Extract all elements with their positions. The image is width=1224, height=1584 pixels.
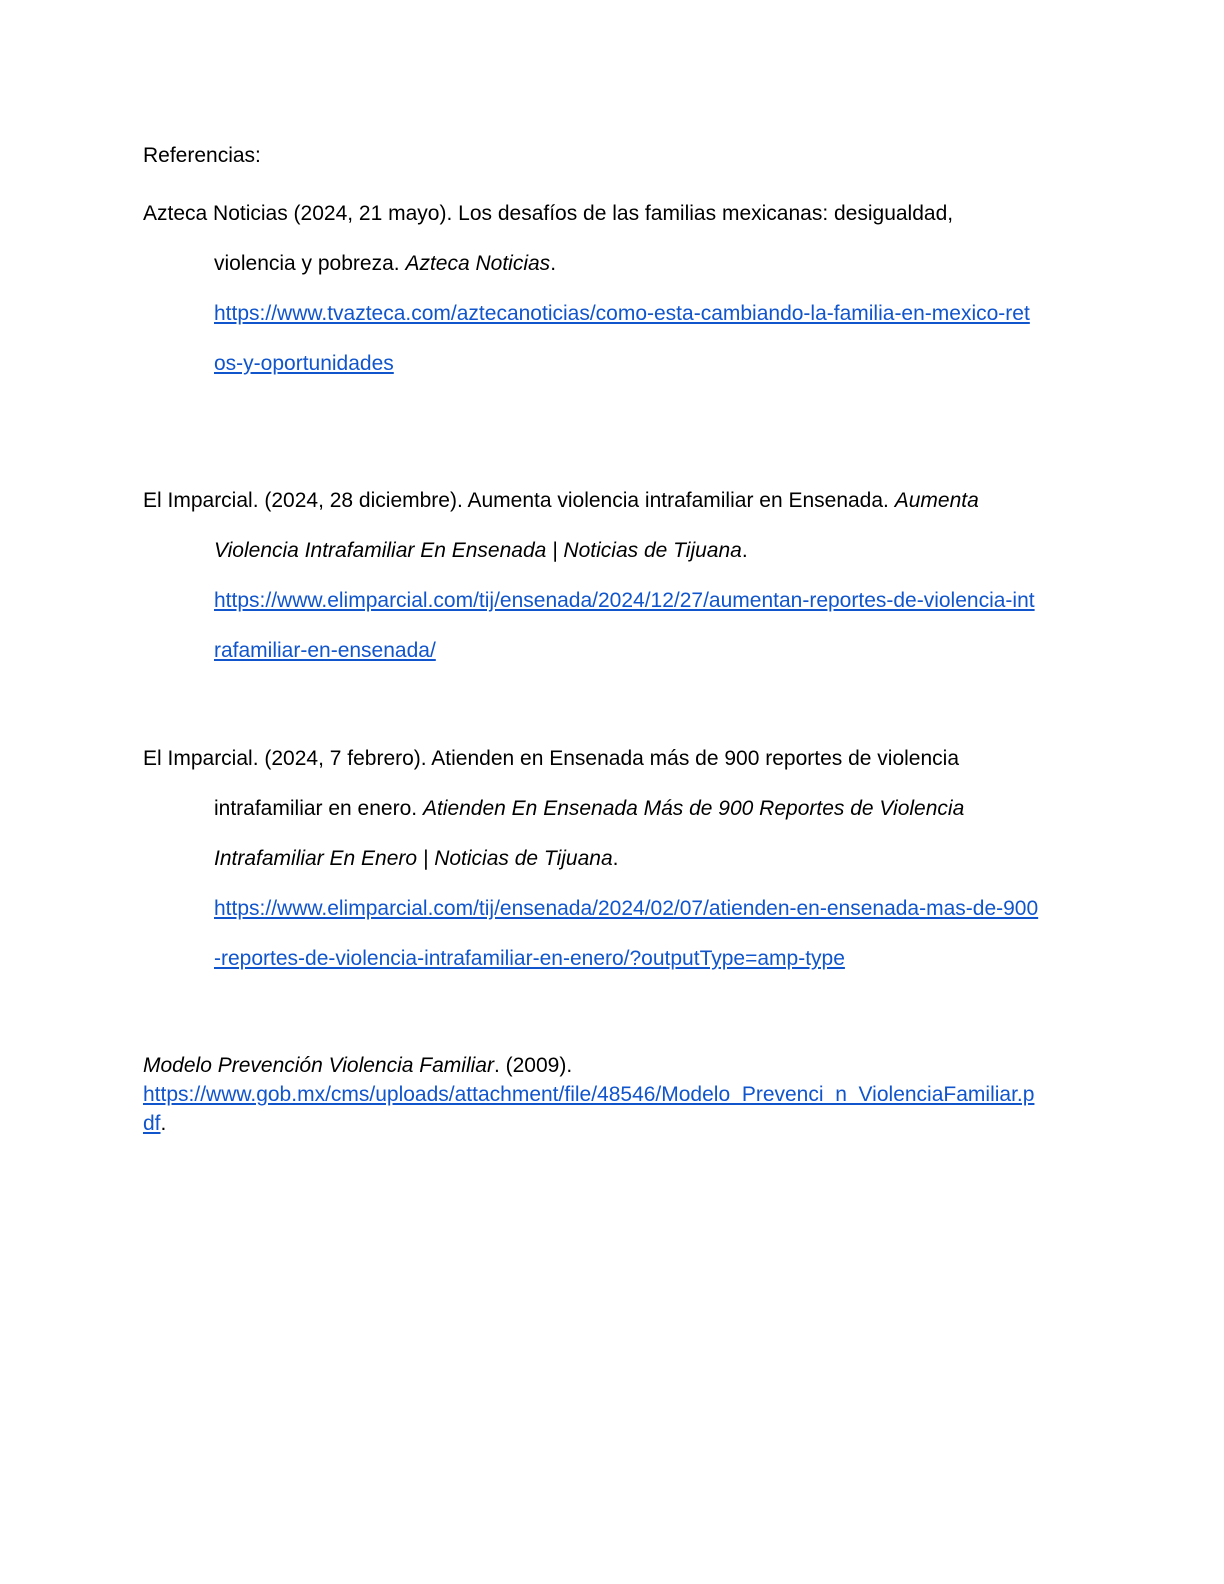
ref1-line1: Azteca Noticias (2024, 21 mayo). Los desafíos de las familias mexicanas: desigualdad, xyxy=(143,202,954,225)
ref1-link-part1[interactable]: https://www.tvazteca.com/aztecanoticias/como-esta-cambiando-la-familia-en-mexico-ret xyxy=(214,302,1030,325)
ref4-link-part1[interactable]: https://www.gob.mx/cms/uploads/attachment/file/48546/Modelo_Prevenci_n_ViolenciaFamiliar.p xyxy=(143,1083,1035,1106)
ref1-line2-text: violencia y pobreza. xyxy=(214,252,406,275)
ref3-url-line1 xyxy=(214,896,1038,922)
ref4-link-part2[interactable]: df xyxy=(143,1112,161,1135)
ref3-line2-text: intrafamiliar en enero. xyxy=(214,797,423,820)
ref3-period: . xyxy=(612,847,619,870)
ref4-year: . (2009). xyxy=(493,1054,573,1077)
ref2-line2 xyxy=(214,538,748,564)
ref2-link-part1[interactable]: https://www.elimparcial.com/tij/ensenada/2024/12/27/aumentan-reportes-de-violencia-int xyxy=(214,589,1035,612)
ref3-line3 xyxy=(214,846,618,872)
ref2-source-title-start: Aumenta xyxy=(894,489,979,512)
ref3-source-title-rest: Intrafamiliar En Enero | Noticias de Tijuana xyxy=(214,847,613,870)
ref2-source-title-rest: Violencia Intrafamiliar En Ensenada | Noticias de Tijuana xyxy=(214,539,742,562)
ref3-line1: El Imparcial. (2024, 7 febrero). Atienden en Ensenada más de 900 reportes de violencia xyxy=(143,747,959,770)
ref3-source-title-start: Atienden En Ensenada Más de 900 Reportes de Violencia xyxy=(422,797,965,820)
ref2-line1 xyxy=(143,488,979,514)
ref3-link-part1[interactable]: https://www.elimparcial.com/tij/ensenada/2024/02/07/atienden-en-ensenada-mas-de-900 xyxy=(214,897,1039,920)
ref3-line2 xyxy=(214,796,964,822)
ref1-period: . xyxy=(550,252,557,275)
references-heading: Referencias: xyxy=(143,144,261,167)
ref3-url-line2 xyxy=(214,946,845,972)
ref1-link-part2[interactable]: os-y-oportunidades xyxy=(214,352,394,375)
ref3-link-part2[interactable]: -reportes-de-violencia-intrafamiliar-en-enero/?outputType=amp-type xyxy=(214,947,845,970)
ref4-url-line1 xyxy=(143,1082,1034,1108)
ref4-line1 xyxy=(143,1053,572,1079)
ref2-link-part2[interactable]: rafamiliar-en-ensenada/ xyxy=(214,639,436,662)
ref2-period: . xyxy=(741,539,748,562)
ref1-url-line2 xyxy=(214,351,394,377)
ref2-url-line2 xyxy=(214,638,436,664)
ref1-url-line1 xyxy=(214,301,1030,327)
ref2-line1-text: El Imparcial. (2024, 28 diciembre). Aumenta violencia intrafamiliar en Ensenada. xyxy=(143,489,895,512)
ref4-period: . xyxy=(160,1112,167,1135)
ref4-title: Modelo Prevención Violencia Familiar xyxy=(143,1054,494,1077)
ref1-source-title: Azteca Noticias xyxy=(405,252,551,275)
ref2-url-line1 xyxy=(214,588,1035,614)
ref1-line2 xyxy=(214,251,556,277)
ref4-url-line2 xyxy=(143,1111,166,1137)
